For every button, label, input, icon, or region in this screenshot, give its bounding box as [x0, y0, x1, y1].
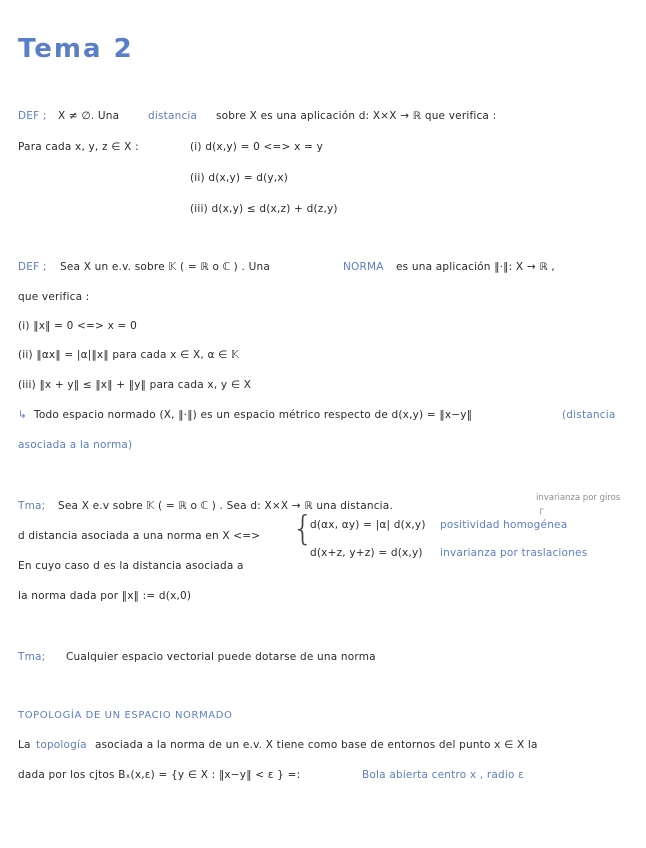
- thm1-line1: Sea X e.v sobre 𝕂 ( = ℝ o ℂ ) . Sea d: X×X → ℝ una distancia.: [58, 500, 393, 512]
- def1-para: Para cada x, y, z ∈ X :: [18, 141, 139, 153]
- def2-intro-a: Sea X un e.v. sobre 𝕂 ( = ℝ o ℂ ) . Una: [60, 261, 270, 273]
- brace-icon: {: [292, 509, 314, 549]
- def2-term: NORMA: [343, 261, 384, 273]
- thm1-label: Tma;: [18, 500, 46, 512]
- def1-label: DEF ;: [18, 110, 47, 122]
- topology-line2: dada por los cjtos Bₓ(x,ε) = {y ∈ X : ‖x−y‖ < ε } =:: [18, 769, 301, 781]
- thm2-text: Cualquier espacio vectorial puede dotarse de una norma: [66, 651, 376, 663]
- def2-verifica: que verifica :: [18, 291, 90, 303]
- topology-ball: Bola abierta centro x , radio ε: [362, 769, 525, 781]
- topology-line1-b: asociada a la norma de un e.v. X tiene como base de entornos del punto x ∈ X la: [95, 739, 538, 751]
- thm1-cond1: d(αx, αy) = |α| d(x,y): [310, 519, 426, 531]
- thm1-left: d distancia asociada a una norma en X <=>: [18, 530, 261, 542]
- def2-note-cont: asociada a la norma): [18, 439, 133, 451]
- def1-item-ii: (ii) d(x,y) = d(y,x): [190, 172, 289, 184]
- topology-heading: TOPOLOGÍA DE UN ESPACIO NORMADO: [18, 710, 233, 721]
- topology-term: topología: [36, 739, 87, 751]
- def2-item-ii: (ii) ‖αx‖ = |α|‖x‖ para cada x ∈ X, α ∈ 𝕂: [18, 349, 240, 361]
- thm1-case2: la norma dada por ‖x‖ := d(x,0): [18, 590, 192, 602]
- def2-intro-b: es una aplicación ‖·‖: X → ℝ ,: [396, 261, 555, 273]
- def2-item-i: (i) ‖x‖ = 0 <=> x = 0: [18, 320, 137, 332]
- def2-note-paren: (distancia: [562, 409, 616, 421]
- def2-note: Todo espacio normado (X, ‖·‖) es un espacio métrico respecto de d(x,y) = ‖x−y‖: [34, 409, 473, 421]
- arrow-icon: ↳: [18, 409, 27, 421]
- thm1-cond2: d(x+z, y+z) = d(x,y): [310, 547, 423, 559]
- thm2-label: Tma;: [18, 651, 46, 663]
- def1-intro-b: sobre X es una aplicación d: X×X → ℝ que verifica :: [216, 110, 497, 122]
- thm1-cond2-note: invarianza por traslaciones: [440, 547, 588, 559]
- def2-label: DEF ;: [18, 261, 47, 273]
- def1-item-i: (i) d(x,y) = 0 <=> x = y: [190, 141, 323, 153]
- thm1-annotation: invarianza por giros: [536, 493, 621, 503]
- page-title: Tema 2: [18, 34, 134, 64]
- def1-term: distancia: [148, 110, 198, 122]
- def2-item-iii: (iii) ‖x + y‖ ≤ ‖x‖ + ‖y‖ para cada x, y ∈ X: [18, 379, 252, 391]
- annotation-pointer-icon: ┌: [538, 505, 544, 515]
- def1-intro-a: X ≠ ∅. Una: [58, 110, 120, 122]
- def1-item-iii: (iii) d(x,y) ≤ d(x,z) + d(z,y): [190, 203, 338, 215]
- thm1-case1: En cuyo caso d es la distancia asociada a: [18, 560, 244, 572]
- thm1-cond1-note: positividad homogénea: [440, 519, 568, 531]
- topology-line1-a: La: [18, 739, 31, 751]
